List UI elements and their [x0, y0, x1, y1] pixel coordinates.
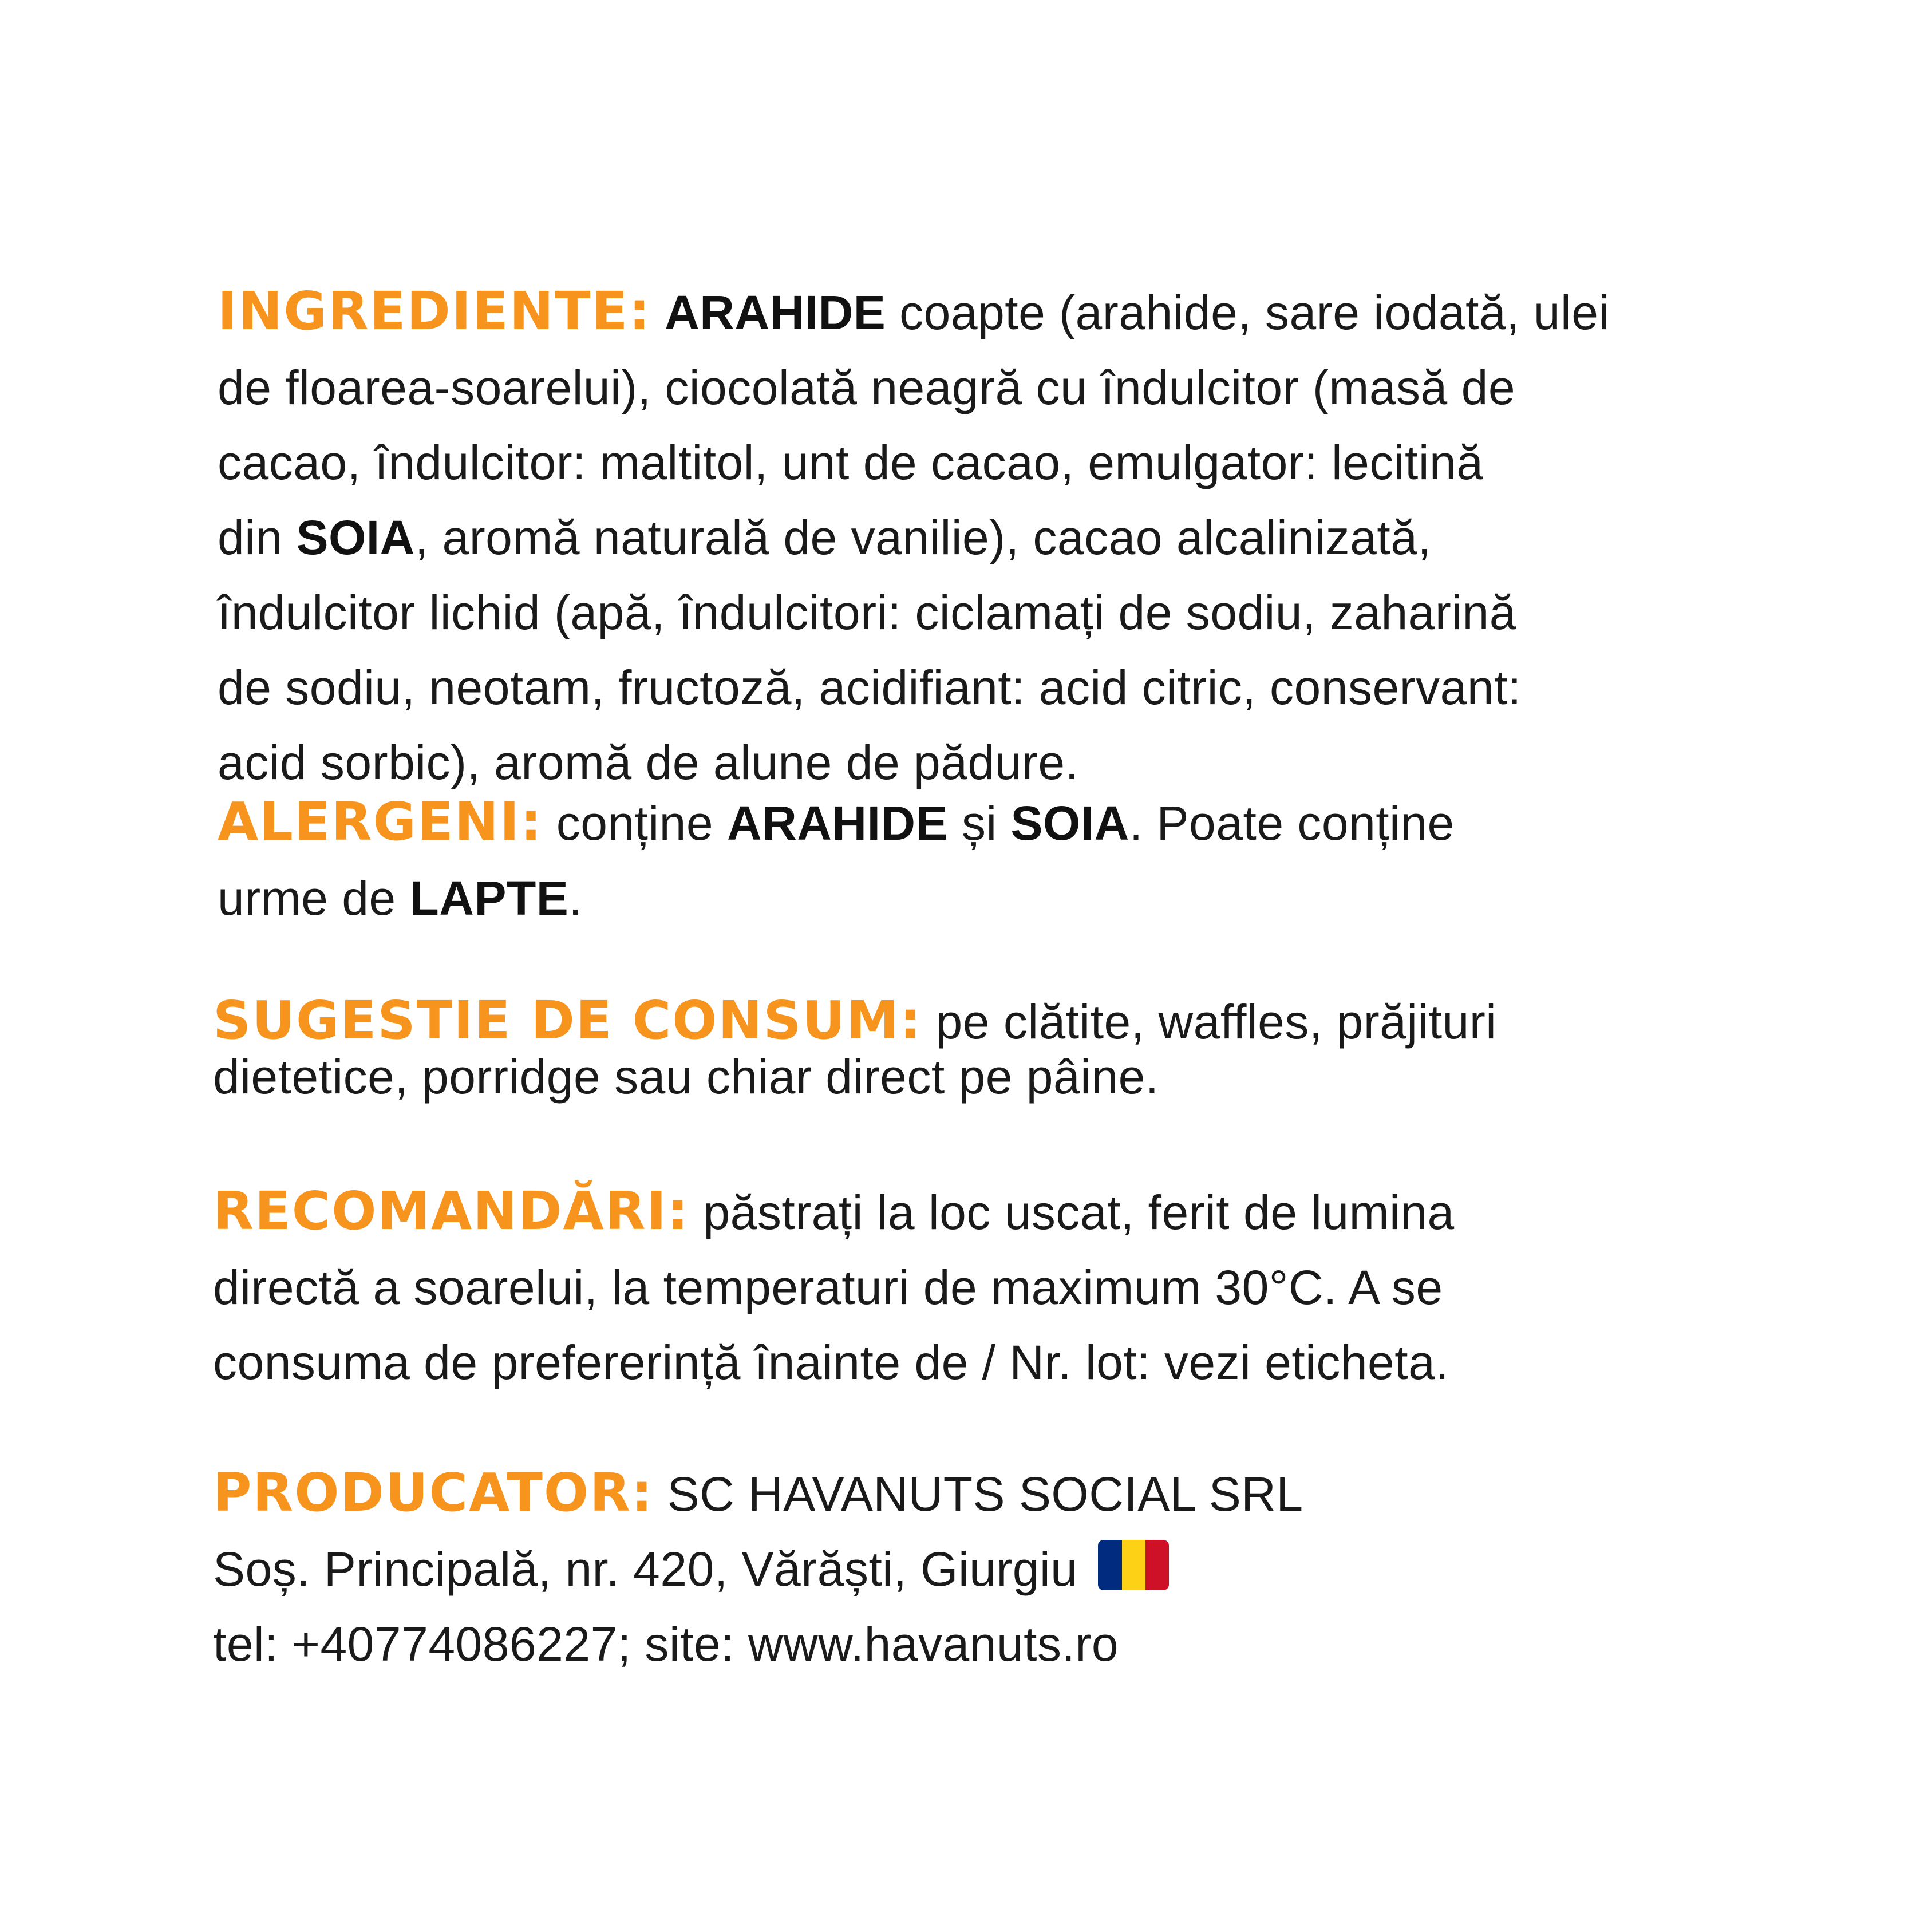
storage-line-2: directă a soarelui, la temperaturi de maximum 30°C. A se — [213, 1261, 1443, 1314]
storage-line-3: consuma de prefererință înainte de / Nr. lot: vezi eticheta. — [213, 1336, 1449, 1389]
allergens-section — [218, 784, 1763, 936]
ingredients-line-4 — [218, 500, 1763, 575]
ingredients-heading: INGREDIENTE: — [218, 280, 651, 342]
ingredients-text: coapte (arahide, sare iodată, ulei — [886, 286, 1610, 339]
producer-address: Soș. Principală, nr. 420, Vărăști, Giurgiu — [213, 1542, 1078, 1596]
allergen-milk: LAPTE — [409, 871, 569, 925]
ingredients-text: , aromă naturală de vanilie), cacao alcalinizată, — [414, 511, 1432, 564]
storage-text: păstrați la loc uscat, ferit de lumina — [689, 1186, 1455, 1239]
allergen-peanuts: ARAHIDE — [726, 796, 949, 850]
serving-line-2: dietetice, porridge sau chiar direct pe pâine. — [213, 1050, 1159, 1104]
producer-line-1 — [213, 1455, 1759, 1532]
storage-line-1 — [213, 1174, 1759, 1250]
producer-heading: PRODUCATOR: — [213, 1462, 654, 1523]
ingredients-line-3: cacao, îndulcitor: maltitol, unt de cacao, emulgator: lecitină — [218, 436, 1484, 489]
allergens-text: conține — [542, 796, 727, 850]
flag-stripe-red — [1145, 1540, 1169, 1590]
producer-contact: tel: +40774086227; site: www.havanuts.ro — [213, 1617, 1119, 1671]
serving-suggestion-section — [213, 990, 1759, 1104]
allergens-line-1 — [218, 784, 1763, 861]
ingredients-line-7: acid sorbic), aromă de alune de pădure. — [218, 736, 1079, 789]
storage-heading: RECOMANDĂRI: — [213, 1180, 690, 1242]
ingredients-line-1 — [218, 274, 1763, 350]
serving-heading: SUGESTIE DE CONSUM: — [213, 990, 922, 1051]
allergens-line-2 — [218, 861, 1763, 936]
ingredients-line-2: de floarea-soarelui), ciocolată neagră cu îndulcitor (masă de — [218, 361, 1516, 414]
ingredients-text: din — [218, 511, 297, 564]
allergen-soy: SOIA — [296, 511, 415, 564]
allergens-text: și — [948, 796, 1011, 850]
allergens-text: . Poate conține — [1129, 796, 1455, 850]
producer-line-2 — [213, 1532, 1759, 1607]
allergens-heading: ALERGENI: — [218, 791, 543, 852]
producer-name: SC HAVANUTS SOCIAL SRL — [653, 1467, 1303, 1521]
flag-stripe-yellow — [1122, 1540, 1145, 1590]
storage-recommendations-section — [213, 1174, 1759, 1400]
ingredients-section — [218, 274, 1763, 800]
ingredients-line-5: îndulcitor lichid (apă, îndulcitori: ciclamați de sodiu, zaharină — [218, 586, 1516, 639]
allergens-text: urme de — [218, 871, 410, 925]
producer-section — [213, 1455, 1759, 1682]
serving-text: pe clătite, waffles, prăjituri — [922, 995, 1497, 1049]
allergens-text: . — [568, 871, 583, 925]
allergen-soy: SOIA — [1010, 796, 1129, 850]
flag-stripe-blue — [1098, 1540, 1121, 1590]
romania-flag-icon — [1098, 1540, 1169, 1590]
serving-line-1 — [213, 990, 1759, 1051]
allergen-peanuts: ARAHIDE — [665, 286, 886, 339]
ingredients-line-6: de sodiu, neotam, fructoză, acidifiant: acid citric, conservant: — [218, 661, 1522, 714]
